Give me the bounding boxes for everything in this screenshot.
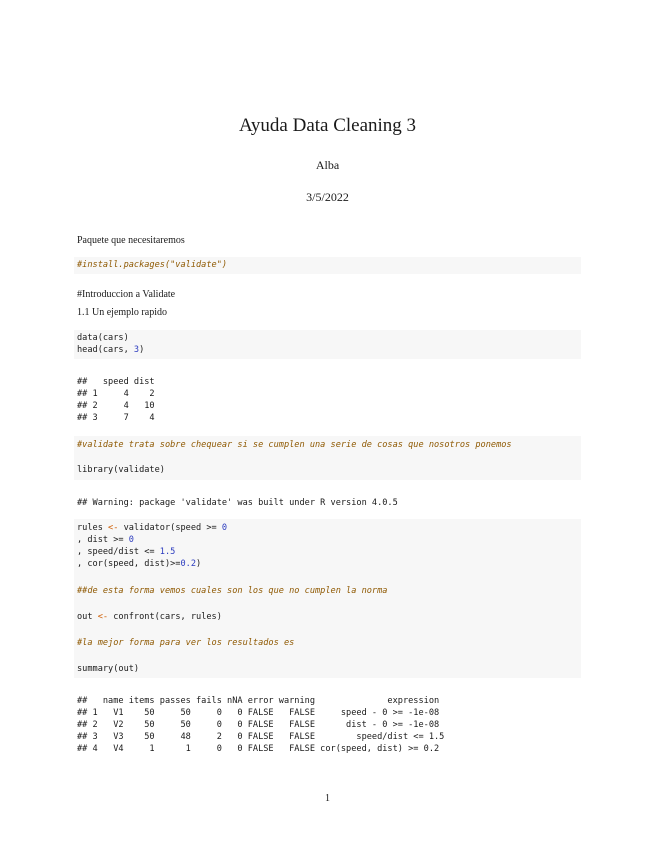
output-line: ## 1 4 2 <box>77 389 155 399</box>
code-text: rules <box>77 523 109 533</box>
code-comment: #la mejor forma para ver los resultados es <box>77 638 295 648</box>
output-line: ## 2 4 10 <box>77 401 155 411</box>
code-line: summary(out) <box>77 664 140 674</box>
code-block-install <box>74 257 581 274</box>
document-author: Alba <box>315 158 340 172</box>
code-number: 3 <box>133 345 140 355</box>
page-number: 1 <box>325 793 330 804</box>
code-text: out <box>77 612 98 622</box>
code-line: library(validate) <box>77 465 165 475</box>
summary-row: ## 1 V1 50 50 0 0 FALSE FALSE speed - 0 >= -1e-08 <box>77 708 440 718</box>
summary-row: ## 4 V4 1 1 0 0 FALSE FALSE cor(speed, dist) >= 0.2 <box>77 744 440 754</box>
document-date: 3/5/2022 <box>306 190 349 204</box>
code-text: ) <box>139 345 145 355</box>
code-line <box>77 534 134 546</box>
code-number: 1.5 <box>159 547 176 557</box>
code-line: data(cars) <box>77 333 129 343</box>
code-line <box>77 546 175 558</box>
code-block-rules <box>74 519 581 678</box>
code-text: , dist >= <box>77 535 129 545</box>
code-text: confront(cars, rules) <box>108 612 222 622</box>
summary-header: ## name items passes fails nNA error warning expression <box>77 696 440 706</box>
warning-output: ## Warning: package 'validate' was built under R version 4.0.5 <box>77 498 398 508</box>
code-line <box>77 344 144 356</box>
code-comment: #install.packages("validate") <box>77 260 228 270</box>
code-block-library <box>74 436 581 480</box>
code-operator: <- <box>108 523 119 533</box>
paragraph-paquete: Paquete que necesitaremos <box>77 235 185 246</box>
code-line <box>77 522 227 534</box>
paragraph-section: 1.1 Un ejemplo rapido <box>77 307 167 318</box>
code-text: validator(speed >= <box>118 523 222 533</box>
code-text: , speed/dist <= <box>77 547 160 557</box>
paragraph-intro: #Introduccion a Validate <box>77 289 176 300</box>
output-line: ## speed dist <box>77 377 155 387</box>
code-text: head(cars, <box>77 345 134 355</box>
document-title: Ayuda Data Cleaning 3 <box>238 115 417 136</box>
code-number: 0 <box>221 523 228 533</box>
summary-row: ## 3 V3 50 48 2 0 FALSE FALSE speed/dist <= 1.5 <box>77 732 445 742</box>
code-number: 0.2 <box>180 559 197 569</box>
code-block-data <box>74 330 581 359</box>
code-line <box>77 558 201 570</box>
code-text: , cor(speed, dist)>= <box>77 559 181 569</box>
code-line <box>77 611 222 623</box>
summary-row: ## 2 V2 50 50 0 0 FALSE FALSE dist - 0 >= -1e-08 <box>77 720 440 730</box>
code-comment: ##de esta forma vemos cuales son los que no cumplen la norma <box>77 586 388 596</box>
code-text: ) <box>196 559 202 569</box>
code-number: 0 <box>128 535 134 545</box>
code-operator: <- <box>97 612 109 622</box>
code-comment: #validate trata sobre chequear si se cumplen una serie de cosas que nosotros ponemos <box>77 440 512 450</box>
output-line: ## 3 7 4 <box>77 413 155 423</box>
